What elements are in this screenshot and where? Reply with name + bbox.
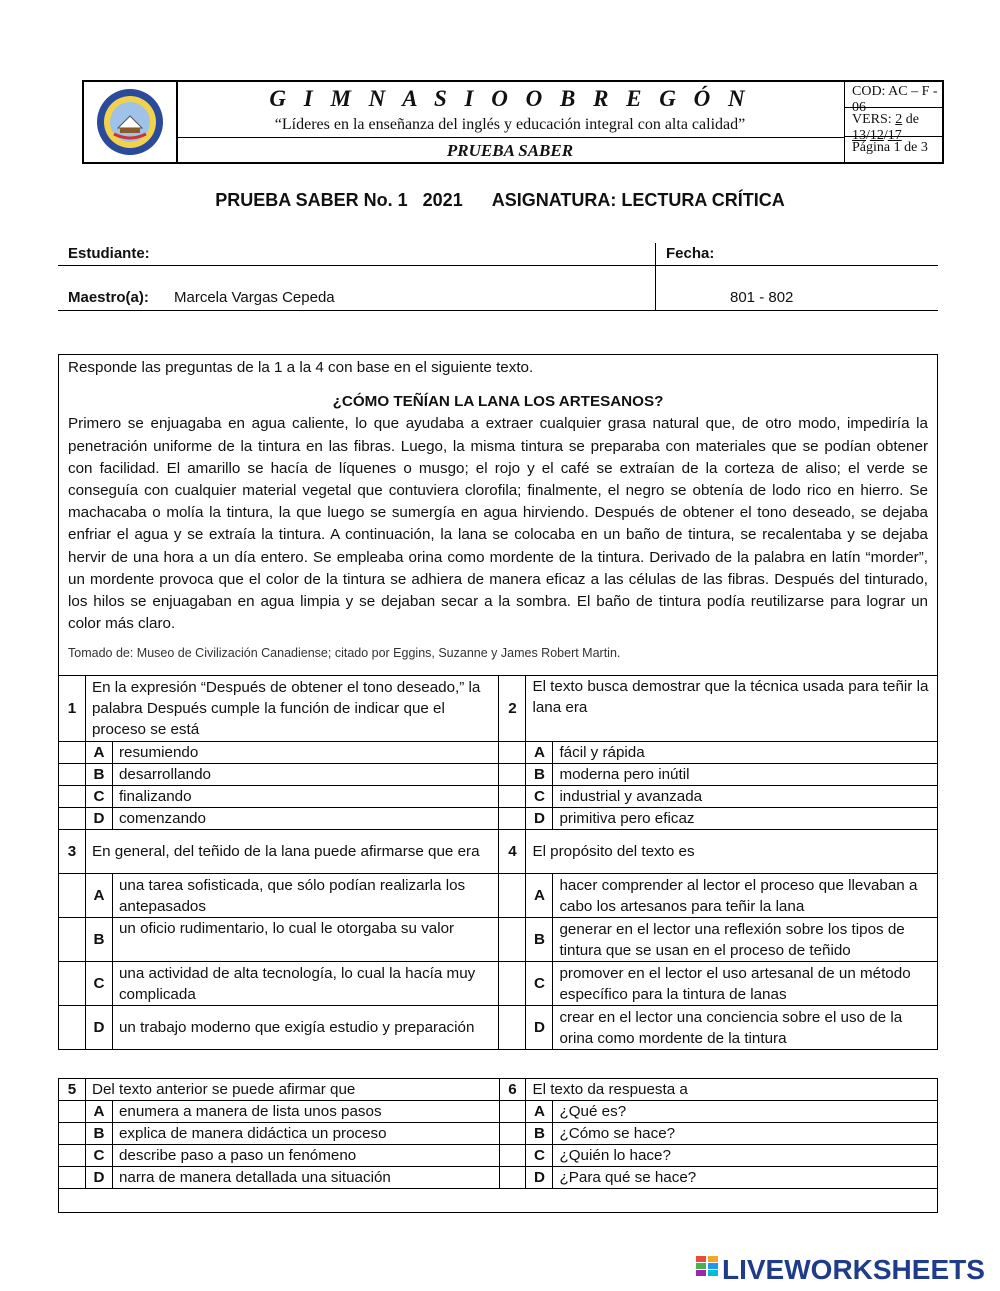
question-text: En la expresión “Después de obtener el tono deseado,” la palabra Después cumple la función de indicar que el proceso se está	[85, 676, 499, 742]
option-letter: D	[526, 1167, 553, 1189]
answer-option[interactable]: fácil y rápida	[553, 742, 938, 764]
option-letter: A	[526, 1101, 553, 1123]
option-letter: B	[85, 764, 112, 786]
reading-title: ¿CÓMO TEÑÍAN LA LANA LOS ARTESANOS?	[332, 393, 664, 411]
answer-option[interactable]: explica de manera didáctica un proceso	[112, 1123, 499, 1145]
document-header	[82, 80, 944, 164]
school-motto: “Líderes en la enseñanza del inglés y educación integral con alta calidad”	[274, 116, 746, 133]
doc-version: VERS: 2 de 13/12/17	[852, 112, 919, 143]
exam-title	[0, 190, 1000, 211]
option-letter: D	[85, 1167, 112, 1189]
answer-option[interactable]: promover en el lector el uso artesanal de un método específico para la tintura de lanas	[553, 962, 938, 1006]
answer-option[interactable]: primitiva pero eficaz	[553, 808, 938, 830]
answer-option[interactable]: comenzando	[112, 808, 499, 830]
question-number: 5	[59, 1079, 86, 1101]
answer-option[interactable]: hacer comprender al lector el proceso que llevaban a cabo los artesanos para teñir la lana	[553, 874, 938, 918]
option-letter: C	[85, 1145, 112, 1167]
option-letter: B	[526, 1123, 553, 1145]
option-letter: A	[85, 874, 112, 918]
answer-option[interactable]: un oficio rudimentario, lo cual le otorgaba su valor	[112, 918, 499, 962]
option-letter: C	[85, 786, 112, 808]
brand-name: LIVEWORKSHEETS	[722, 1254, 985, 1285]
answer-option[interactable]: un trabajo moderno que exigía estudio y preparación	[112, 1006, 499, 1050]
answer-option[interactable]: describe paso a paso un fenómeno	[112, 1145, 499, 1167]
answer-option[interactable]: una actividad de alta tecnología, lo cual la hacía muy complicada	[112, 962, 499, 1006]
exam-name: PRUEBA SABER No. 1 2021	[215, 190, 463, 210]
answer-option[interactable]: ¿Qué es?	[553, 1101, 938, 1123]
school-crest-icon	[84, 82, 176, 162]
doc-code: COD: AC – F - 06	[852, 84, 938, 115]
question-text: El propósito del texto es	[526, 830, 938, 874]
answer-option[interactable]: finalizando	[112, 786, 499, 808]
group-value: 801 - 802	[730, 289, 794, 306]
option-letter: C	[526, 786, 553, 808]
answer-option[interactable]: narra de manera detallada una situación	[112, 1167, 499, 1189]
answer-option[interactable]: desarrollando	[112, 764, 499, 786]
answer-option[interactable]: generar en el lector una reflexión sobre los tipos de tintura que se usan en el proceso de teñido	[553, 918, 938, 962]
reading-body: Primero se enjuagaba en agua caliente, lo que ayudaba a extraer cualquier grasa natural que, de otro modo, impediría la penetración uniforme de la tintura en las fibras. Luego, la misma tintura se preparaba con materiales que se podían obtener con facilidad. El amarillo se hacía de líquenes o musgo; el rojo y el café se extraían de la corteza de aliso; el verde se conseguía con cualquier material vegetal que contuviera clorofila; finalmente, el negro se obtenía de lodo rico en hierro. Se machacaba o molía la tintura, la que luego se sumergía en agua hirviendo. Después de obtener el tono deseado, se dejaba enfriar el agua y se extraía la tintura. A continuación, la lana se colocaba en un baño de tintura, se recalentaba y se dejaba hervir de una hora a un día entero. Se empleaba orina como mordente de la tintura. Derivado de la palabra en latín “morder”, un mordente provoca que el color de la tintura se adhiera de manera eficaz a las células de las fibras. Después del tinturado, los hilos se enjuagaban en agua limpia y se dejaban secar a la sombra. El baño de tintura podía reutilizarse para lograr un color más claro.	[68, 415, 928, 633]
question-text: El texto da respuesta a	[526, 1079, 938, 1101]
question-text: En general, del teñido de la lana puede afirmarse que era	[85, 830, 499, 874]
school-logo	[84, 82, 178, 162]
option-letter: A	[526, 742, 553, 764]
option-letter: C	[526, 1145, 553, 1167]
option-letter: C	[85, 962, 112, 1006]
option-letter: B	[85, 918, 112, 962]
option-letter: D	[526, 1006, 553, 1050]
option-letter: B	[526, 764, 553, 786]
question-number: 3	[59, 830, 86, 874]
questions-table-2	[58, 1078, 938, 1213]
answer-option[interactable]: ¿Para qué se hace?	[553, 1167, 938, 1189]
answer-option[interactable]: resumiendo	[112, 742, 499, 764]
reading-source: Tomado de: Museo de Civilización Canadiense; citado por Eggins, Suzanne y James Robert Martin.	[68, 646, 621, 661]
exam-subject: ASIGNATURA: LECTURA CRÍTICA	[491, 190, 785, 210]
reading-passage	[58, 354, 938, 676]
option-letter: A	[85, 1101, 112, 1123]
answer-option[interactable]: ¿Quién lo hace?	[553, 1145, 938, 1167]
question-number: 4	[499, 830, 526, 874]
date-label: Fecha:	[666, 245, 715, 262]
question-number: 1	[59, 676, 86, 742]
option-letter: C	[526, 962, 553, 1006]
student-label: Estudiante:	[68, 245, 150, 262]
option-letter: A	[85, 742, 112, 764]
liveworksheets-logo	[696, 1254, 985, 1286]
student-info	[58, 243, 938, 311]
answer-option[interactable]: una tarea sofisticada, que sólo podían realizarla los antepasados	[112, 874, 499, 918]
question-number: 6	[499, 1079, 526, 1101]
liveworksheets-icon	[696, 1256, 718, 1282]
teacher-name: Marcela Vargas Cepeda	[174, 289, 335, 306]
answer-option[interactable]: ¿Cómo se hace?	[553, 1123, 938, 1145]
reading-instruction: Responde las preguntas de la 1 a la 4 con base en el siguiente texto.	[68, 359, 534, 376]
option-letter: D	[85, 808, 112, 830]
answer-option[interactable]: crear en el lector una conciencia sobre el uso de la orina como mordente de la tintura	[553, 1006, 938, 1050]
school-info	[176, 82, 845, 162]
document-type: PRUEBA SABER	[446, 141, 574, 160]
doc-page: Página 1 de 3	[852, 140, 928, 155]
school-name: G I M N A S I O O B R E G Ó N	[269, 86, 751, 111]
answer-option[interactable]: enumera a manera de lista unos pasos	[112, 1101, 499, 1123]
document-codes	[844, 82, 942, 162]
teacher-label: Maestro(a):	[68, 289, 149, 306]
option-letter: D	[526, 808, 553, 830]
answer-option[interactable]: moderna pero inútil	[553, 764, 938, 786]
answer-option[interactable]: industrial y avanzada	[553, 786, 938, 808]
option-letter: B	[85, 1123, 112, 1145]
question-number: 2	[499, 676, 526, 742]
option-letter: B	[526, 918, 553, 962]
question-text: El texto busca demostrar que la técnica usada para teñir la lana era	[526, 676, 938, 742]
option-letter: A	[526, 874, 553, 918]
question-text: Del texto anterior se puede afirmar que	[85, 1079, 499, 1101]
option-letter: D	[85, 1006, 112, 1050]
questions-table-1	[58, 675, 938, 1050]
